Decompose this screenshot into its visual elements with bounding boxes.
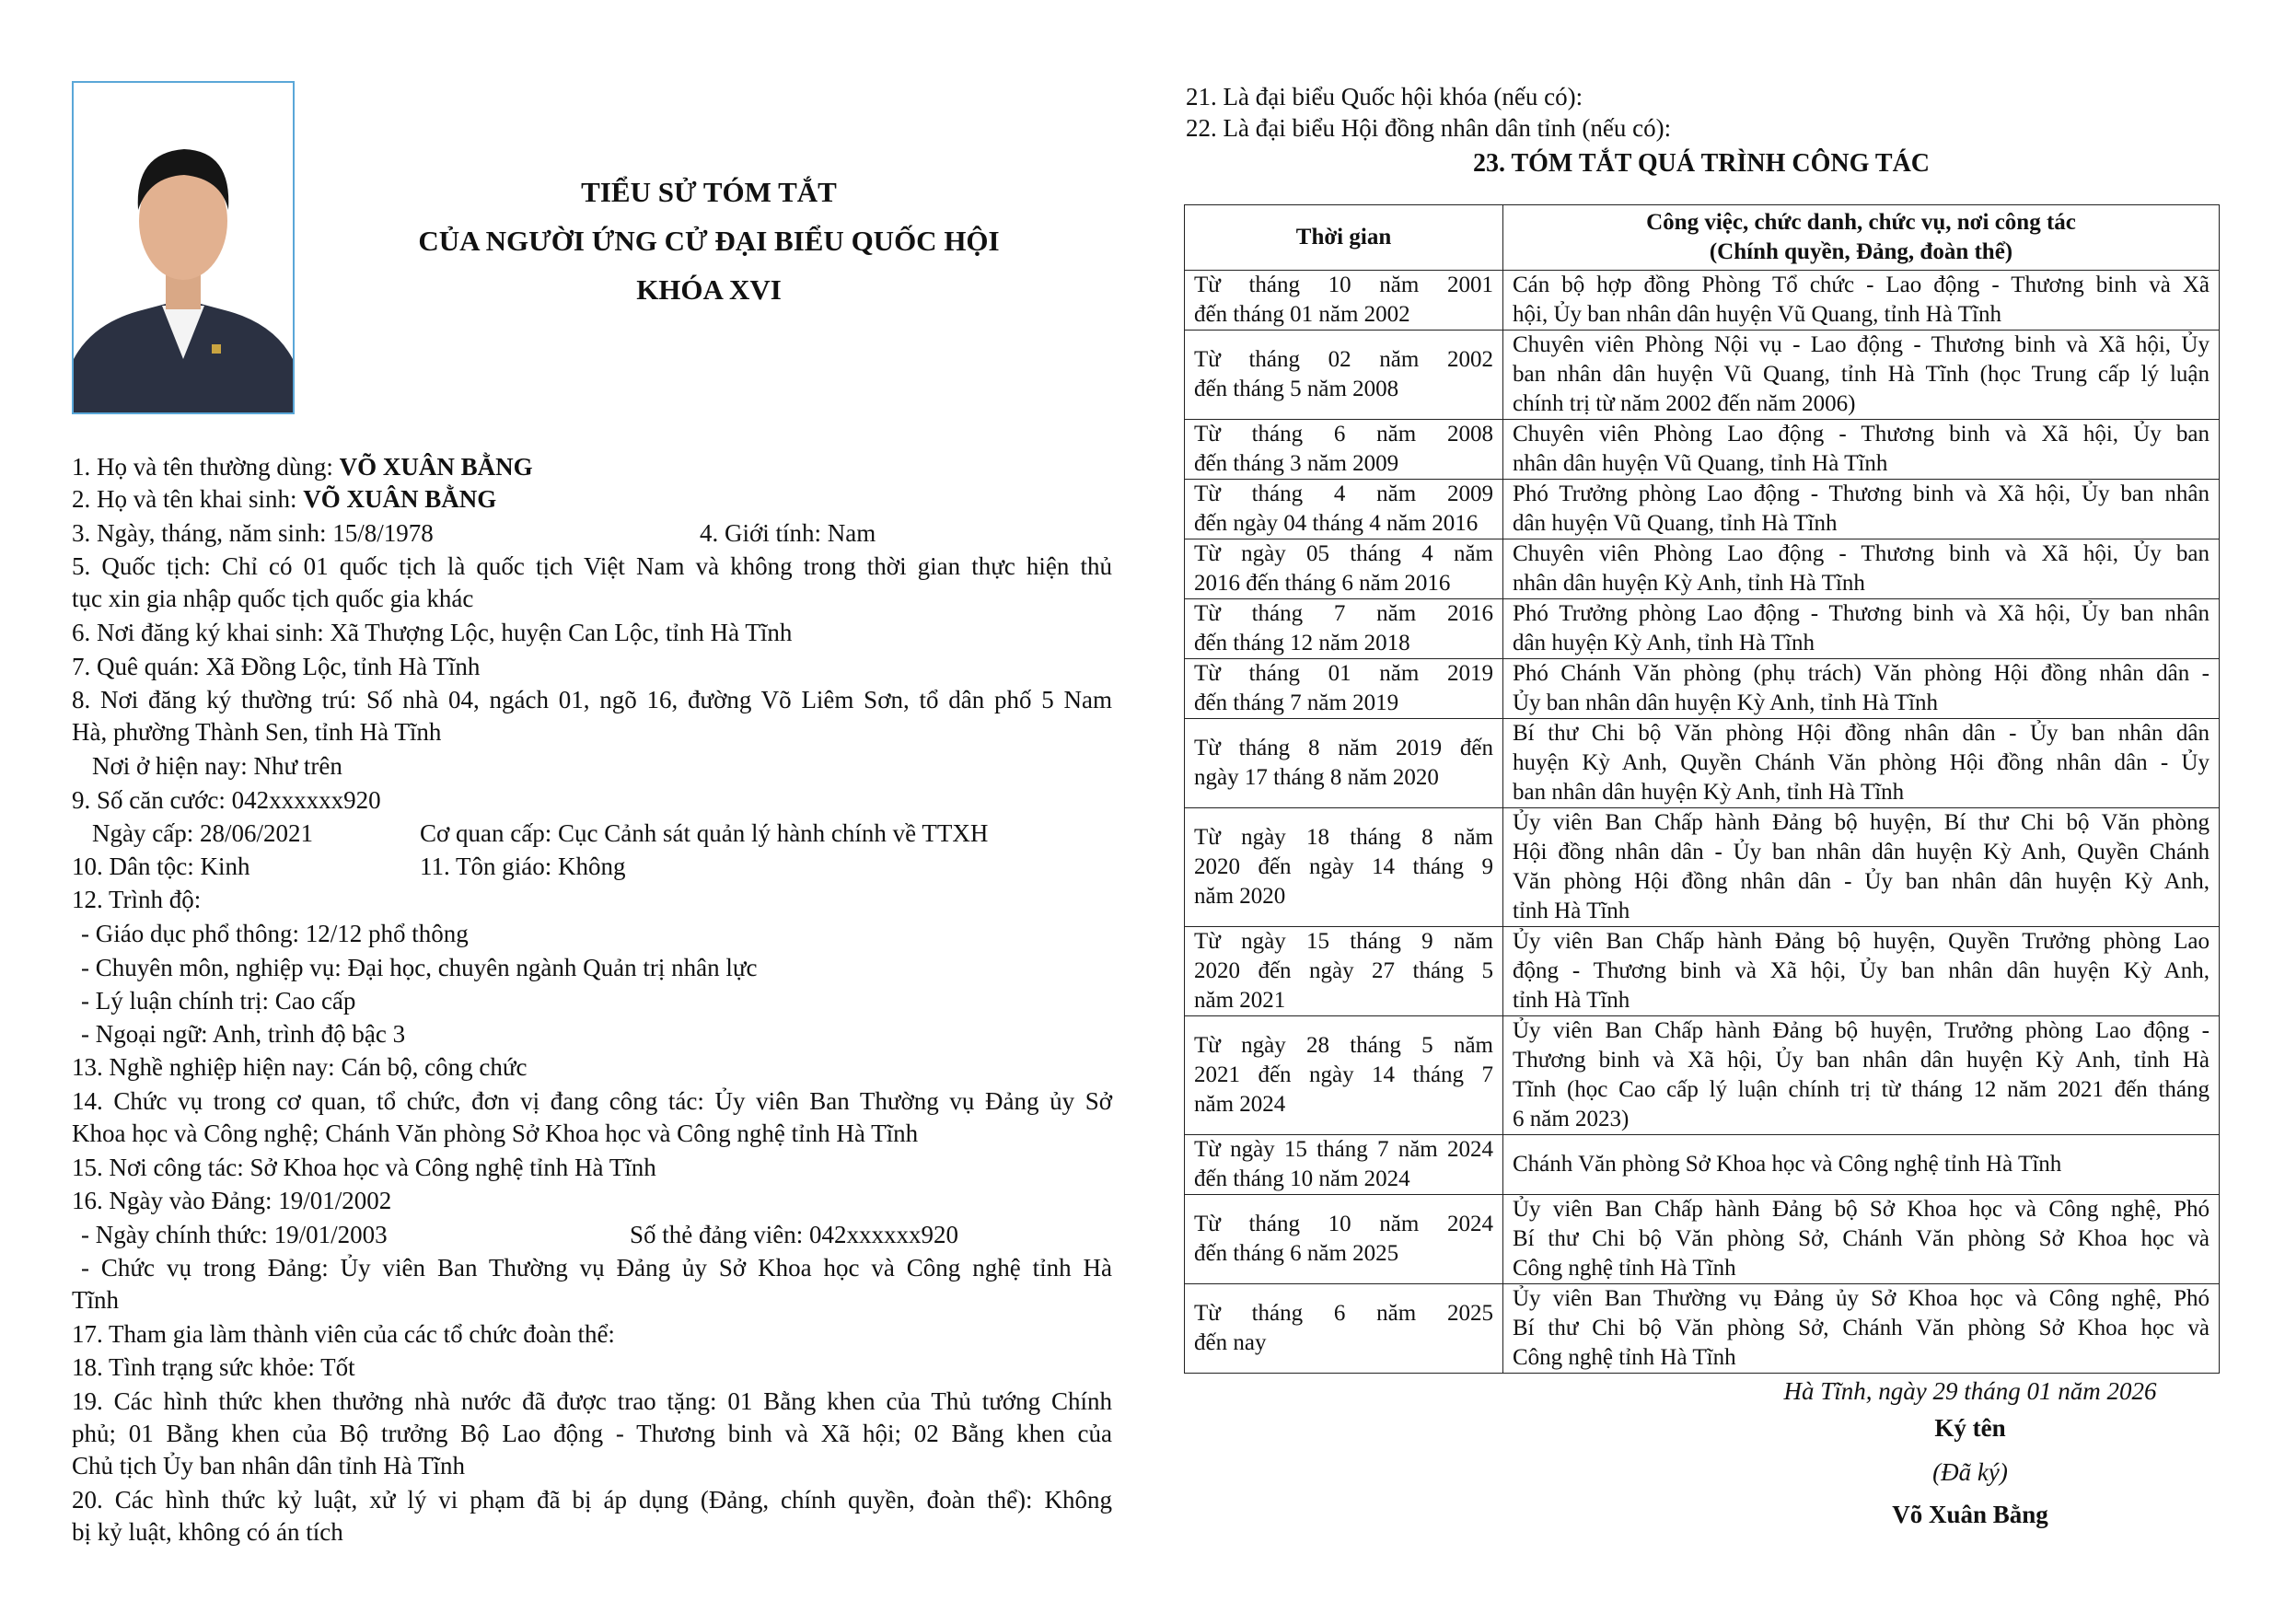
row-time-line: Từ ngày 18 tháng 8 năm [1194,825,1493,850]
row-work [1503,927,2220,1016]
row-work-line: Văn phòng Hội đồng nhân dân - Ủy ban nhân dân huyện Kỳ Anh, [1513,869,2210,894]
signer-name: Võ Xuân Bằng [1892,1501,2048,1528]
row-time-line: 2021 đến ngày 14 tháng 7 [1194,1062,1493,1087]
row-time [1185,808,1503,927]
field-19-line-1: 19. Các hình thức khen thưởng nhà nước đã được trao tặng: 01 Bằng khen của Thủ tướng Chính [72,1387,1112,1415]
row-work-line: Tĩnh (học Cao cấp lý luận chính trị từ tháng 12 năm 2021 đến tháng [1513,1077,2210,1102]
row-time-line: Từ tháng 02 năm 2002 [1194,347,1493,372]
row-time-line: Từ ngày 15 tháng 9 năm [1194,929,1493,954]
row-time [1185,539,1503,599]
row-work [1503,1284,2220,1374]
row-time-line: đến tháng 5 năm 2008 [1194,377,1399,401]
portrait-photo [72,81,295,414]
row-work-line: Cán bộ hợp đồng Phòng Tổ chức - Lao động - Thương binh và Xã [1513,273,2210,297]
row-work-line: huyện Kỳ Anh, Quyền Chánh Văn phòng Hội đồng nhân dân - Ủy [1513,750,2210,775]
title-line-2: CỦA NGƯỜI ỨNG CỬ ĐẠI BIỂU QUỐC HỘI [418,225,1000,257]
field-8-line-1: 8. Nơi đăng ký thường trú: Số nhà 04, ngách 01, ngõ 16, đường Võ Liêm Sơn, tổ dân phố 5 Nam [72,686,1112,713]
table-row [1185,1016,2220,1135]
field-7: 7. Quê quán: Xã Đồng Lộc, tỉnh Hà Tĩnh [72,653,481,680]
row-work-line: Chuyên viên Phòng Nội vụ - Lao động - Thương binh và Xã hội, Ủy [1513,332,2210,357]
field-14-line-2: Khoa học và Công nghệ; Chánh Văn phòng Sở Khoa học và Công nghệ tỉnh Hà Tĩnh [72,1119,919,1147]
title-line-3: KHÓA XVI [636,273,782,306]
row-work-line: dân huyện Kỳ Anh, tỉnh Hà Tĩnh [1513,631,1815,655]
party-card-number: Số thẻ đảng viên: 042xxxxxx920 [630,1221,958,1248]
party-official-row [81,1219,958,1250]
field-16: 16. Ngày vào Đảng: 19/01/2002 [72,1187,392,1214]
field-13: 13. Nghề nghiệp hiện nay: Cán bộ, công chức [72,1053,528,1081]
common-name: VÕ XUÂN BẰNG [339,453,533,481]
row-time-line: đến nay [1194,1330,1267,1355]
field-5-line-2: tục xin gia nhập quốc tịch quốc gia khác [72,585,474,612]
field-8-line-2: Hà, phường Thành Sen, tỉnh Hà Tĩnh [72,718,442,746]
ethnicity: 10. Dân tộc: Kinh [72,853,250,880]
row-time-line: Từ tháng 6 năm 2008 [1194,422,1493,447]
row-time-line: Từ tháng 10 năm 2024 [1194,1212,1493,1236]
table-row [1185,480,2220,539]
row-time-line: Từ ngày 15 tháng 7 năm 2024 [1194,1137,1493,1162]
id-issue-agency: Cơ quan cấp: Cục Cảnh sát quản lý hành chính về TTXH [420,819,989,847]
field-1: 1. Họ và tên thường dùng: VÕ XUÂN BẰNG [72,453,533,481]
row-work [1503,808,2220,927]
row-work-line: hội, Ủy ban nhân dân huyện Vũ Quang, tỉnh Hà Tĩnh [1513,302,2001,327]
row-time-line: đến tháng 3 năm 2009 [1194,451,1399,476]
row-time-line: Từ ngày 05 tháng 4 năm [1194,541,1493,566]
field-14-line-1: 14. Chức vụ trong cơ quan, tổ chức, đơn vị đang công tác: Ủy viên Ban Thường vụ Đảng ủy Sở [72,1087,1112,1115]
table-row [1185,331,2220,420]
religion: 11. Tôn giáo: Không [420,853,626,880]
row-work [1503,480,2220,539]
field-3-4 [72,517,876,549]
row-work-line: ban nhân dân huyện Kỳ Anh, tỉnh Hà Tĩnh [1513,780,1905,805]
row-time-line: Từ ngày 28 tháng 5 năm [1194,1033,1493,1058]
signed-note: (Đã ký) [1932,1458,2008,1486]
row-time [1185,331,1503,420]
field-21: 21. Là đại biểu Quốc hội khóa (nếu có): [1186,83,1583,110]
row-work-line: Ủy viên Ban Thường vụ Đảng ủy Sở Khoa học và Công nghệ, Phó [1513,1286,2210,1311]
row-work-line: Ủy viên Ban Chấp hành Đảng bộ huyện, Trưởng phòng Lao động - [1513,1018,2210,1043]
work-history-rows [1185,271,2220,1374]
row-work-line: Chuyên viên Phòng Lao động - Thương binh và Xã hội, Ủy ban [1513,422,2210,447]
section-23-title: 23. TÓM TẮT QUÁ TRÌNH CÔNG TÁC [1472,149,1931,178]
education-political: - Lý luận chính trị: Cao cấp [81,987,356,1015]
field-9: 9. Số căn cước: 042xxxxxx920 [72,786,381,814]
table-header-row [1185,205,2220,271]
row-work-line: động - Thương binh và Xã hội, Ủy ban nhân dân huyện Kỳ Anh, [1513,958,2210,983]
table-row [1185,1135,2220,1195]
title-line-1: TIỂU SỬ TÓM TẮT [581,176,837,208]
field-10-11 [72,851,626,882]
row-time [1185,599,1503,659]
row-time-line: ngày 17 tháng 8 năm 2020 [1194,765,1439,790]
table-row [1185,539,2220,599]
table-row [1185,271,2220,331]
row-time-line: Từ tháng 6 năm 2025 [1194,1301,1493,1326]
row-time [1185,480,1503,539]
row-time-line: đến tháng 7 năm 2019 [1194,690,1399,715]
row-work-line: Bí thư Chi bộ Văn phòng Sở, Chánh Văn phòng Sở Khoa học và [1513,1316,2210,1340]
table-row [1185,599,2220,659]
field-15: 15. Nơi công tác: Sở Khoa học và Công nghệ tỉnh Hà Tĩnh [72,1154,656,1181]
row-time-line: Từ tháng 8 năm 2019 đến [1194,736,1493,760]
sign-place-date: Hà Tĩnh, ngày 29 tháng 01 năm 2026 [1783,1377,2157,1405]
row-time-line: Từ tháng 10 năm 2001 [1194,273,1493,297]
row-time-line: đến ngày 04 tháng 4 năm 2016 [1194,511,1479,536]
party-official-date: - Ngày chính thức: 19/01/2003 [81,1221,388,1248]
id-issue-date: Ngày cấp: 28/06/2021 [92,819,313,847]
party-position-line-1: - Chức vụ trong Đảng: Ủy viên Ban Thường vụ Đảng ủy Sở Khoa học và Công nghệ tỉnh Hà [81,1254,1112,1282]
row-time [1185,271,1503,331]
table-row [1185,808,2220,927]
row-work-line: Hội đồng nhân dân - Ủy ban nhân dân huyện Kỳ Anh, Quyền Chánh [1513,840,2210,864]
row-work-line: Ủy viên Ban Chấp hành Đảng bộ huyện, Quyền Trưởng phòng Lao [1513,929,2210,954]
id-issue-row [92,818,989,849]
row-work-line: dân huyện Vũ Quang, tỉnh Hà Tĩnh [1513,511,1838,536]
row-work [1503,659,2220,719]
row-work-line: Phó Trưởng phòng Lao động - Thương binh và Xã hội, Ủy ban nhân [1513,481,2210,506]
field-19-line-2: phủ; 01 Bằng khen của Bộ trưởng Bộ Lao động - Thương binh và Xã hội; 02 Bằng khen của [72,1420,1112,1447]
row-work-line: Chuyên viên Phòng Lao động - Thương binh và Xã hội, Ủy ban [1513,541,2210,566]
row-work [1503,1195,2220,1284]
field-6: 6. Nơi đăng ký khai sinh: Xã Thượng Lộc, huyện Can Lộc, tỉnh Hà Tĩnh [72,619,793,646]
row-work-line: Bí thư Chi bộ Văn phòng Hội đồng nhân dân - Ủy ban nhân dân [1513,721,2210,746]
row-time-line: đến tháng 10 năm 2024 [1194,1166,1410,1191]
work-history-table [1184,204,2220,1374]
table-row [1185,659,2220,719]
row-work-line: nhân dân huyện Vũ Quang, tỉnh Hà Tĩnh [1513,451,1888,476]
row-work-line: Thương binh và Xã hội, Ủy ban nhân dân huyện Kỳ Anh, tỉnh Hà [1513,1048,2210,1073]
row-work-line: Ủy ban nhân dân huyện Kỳ Anh, tỉnh Hà Tĩnh [1513,690,1938,715]
row-time-line: 2020 đến ngày 14 tháng 9 [1194,854,1493,879]
row-work-line: nhân dân huyện Kỳ Anh, tỉnh Hà Tĩnh [1513,571,1865,596]
row-time-line: Từ tháng 4 năm 2009 [1194,481,1493,506]
row-work-line: ban nhân dân huyện Vũ Quang, tỉnh Hà Tĩnh (học Trung cấp lý luận [1513,362,2210,387]
row-time [1185,1195,1503,1284]
field-2: 2. Họ và tên khai sinh: VÕ XUÂN BẰNG [72,485,497,513]
table-row [1185,1284,2220,1374]
field-19-line-3: Chủ tịch Ủy ban nhân dân tỉnh Hà Tĩnh [72,1452,465,1479]
birth-date: 3. Ngày, tháng, năm sinh: 15/8/1978 [72,519,434,547]
row-work-line: Công nghệ tỉnh Hà Tĩnh [1513,1256,1736,1281]
row-time-line: 2016 đến tháng 6 năm 2016 [1194,571,1451,596]
table-row [1185,719,2220,808]
row-work-line: tỉnh Hà Tĩnh [1513,899,1630,923]
row-work [1503,271,2220,331]
field-17: 17. Tham gia làm thành viên của các tổ chức đoàn thể: [72,1320,615,1348]
field-18: 18. Tình trạng sức khỏe: Tốt [72,1353,355,1381]
header-time: Thời gian [1185,205,1503,271]
row-time [1185,927,1503,1016]
row-time [1185,1284,1503,1374]
row-work-line: Phó Chánh Văn phòng (phụ trách) Văn phòng Hội đồng nhân dân - [1513,661,2210,686]
row-work [1503,420,2220,480]
row-time-line: đến tháng 6 năm 2025 [1194,1241,1399,1266]
row-time-line: Từ tháng 7 năm 2016 [1194,601,1493,626]
portrait-illustration [74,83,293,412]
row-time-line: đến tháng 12 năm 2018 [1194,631,1410,655]
row-time-line: Từ tháng 01 năm 2019 [1194,661,1493,686]
row-work-line: Ủy viên Ban Chấp hành Đảng bộ Sở Khoa học và Công nghệ, Phó [1513,1197,2210,1222]
document-title [313,168,1105,314]
row-time [1185,719,1503,808]
row-work-line: tỉnh Hà Tĩnh [1513,988,1630,1013]
field-5-line-1: 5. Quốc tịch: Chỉ có 01 quốc tịch là quốc tịch Việt Nam và không trong thời gian thực hiện thủ [72,552,1112,580]
row-work [1503,1016,2220,1135]
row-work-line: Bí thư Chi bộ Văn phòng Sở, Chánh Văn phòng Sở Khoa học và [1513,1226,2210,1251]
row-time [1185,1016,1503,1135]
row-time-line: năm 2020 [1194,884,1286,909]
education-language: - Ngoại ngữ: Anh, trình độ bậc 3 [81,1020,406,1048]
field-20-line-2: bị kỷ luật, không có án tích [72,1518,343,1546]
row-work [1503,599,2220,659]
row-work-line: Chánh Văn phòng Sở Khoa học và Công nghệ tỉnh Hà Tĩnh [1513,1152,2062,1177]
row-time-line: năm 2024 [1194,1092,1286,1117]
row-work [1503,719,2220,808]
row-work-line: chính trị từ năm 2002 đến năm 2006) [1513,391,1856,416]
gender: 4. Giới tính: Nam [700,519,876,547]
table-row [1185,420,2220,480]
row-time [1185,659,1503,719]
row-work-line: Phó Trưởng phòng Lao động - Thương binh và Xã hội, Ủy ban nhân [1513,601,2210,626]
row-time-line: đến tháng 01 năm 2002 [1194,302,1410,327]
row-time-line: năm 2021 [1194,988,1286,1013]
header-work: Công việc, chức danh, chức vụ, nơi công tác (Chính quyền, Đảng, đoàn thể) [1503,205,2220,271]
education-professional: - Chuyên môn, nghiệp vụ: Đại học, chuyên ngành Quản trị nhân lực [81,954,758,981]
table-row [1185,927,2220,1016]
sign-label: Ký tên [1934,1414,2006,1442]
table-row [1185,1195,2220,1284]
field-12: 12. Trình độ: [72,886,202,913]
row-work [1503,539,2220,599]
row-time-line: 2020 đến ngày 27 tháng 5 [1194,958,1493,983]
row-time [1185,1135,1503,1195]
row-work [1503,1135,2220,1195]
row-work-line: 6 năm 2023) [1513,1107,1630,1131]
row-work [1503,331,2220,420]
row-work-line: Công nghệ tỉnh Hà Tĩnh [1513,1345,1736,1370]
row-work-line: Ủy viên Ban Chấp hành Đảng bộ huyện, Bí thư Chi bộ Văn phòng [1513,810,2210,835]
field-20-line-1: 20. Các hình thức kỷ luật, xử lý vi phạm đã bị áp dụng (Đảng, chính quyền, đoàn thể): Không [72,1486,1112,1514]
row-time [1185,420,1503,480]
birth-name: VÕ XUÂN BẰNG [303,485,497,513]
field-22: 22. Là đại biểu Hội đồng nhân dân tỉnh (nếu có): [1186,114,1672,142]
education-general: - Giáo dục phổ thông: 12/12 phổ thông [81,920,469,947]
party-position-line-2: Tĩnh [72,1286,119,1314]
current-residence: Nơi ở hiện nay: Như trên [92,752,342,780]
